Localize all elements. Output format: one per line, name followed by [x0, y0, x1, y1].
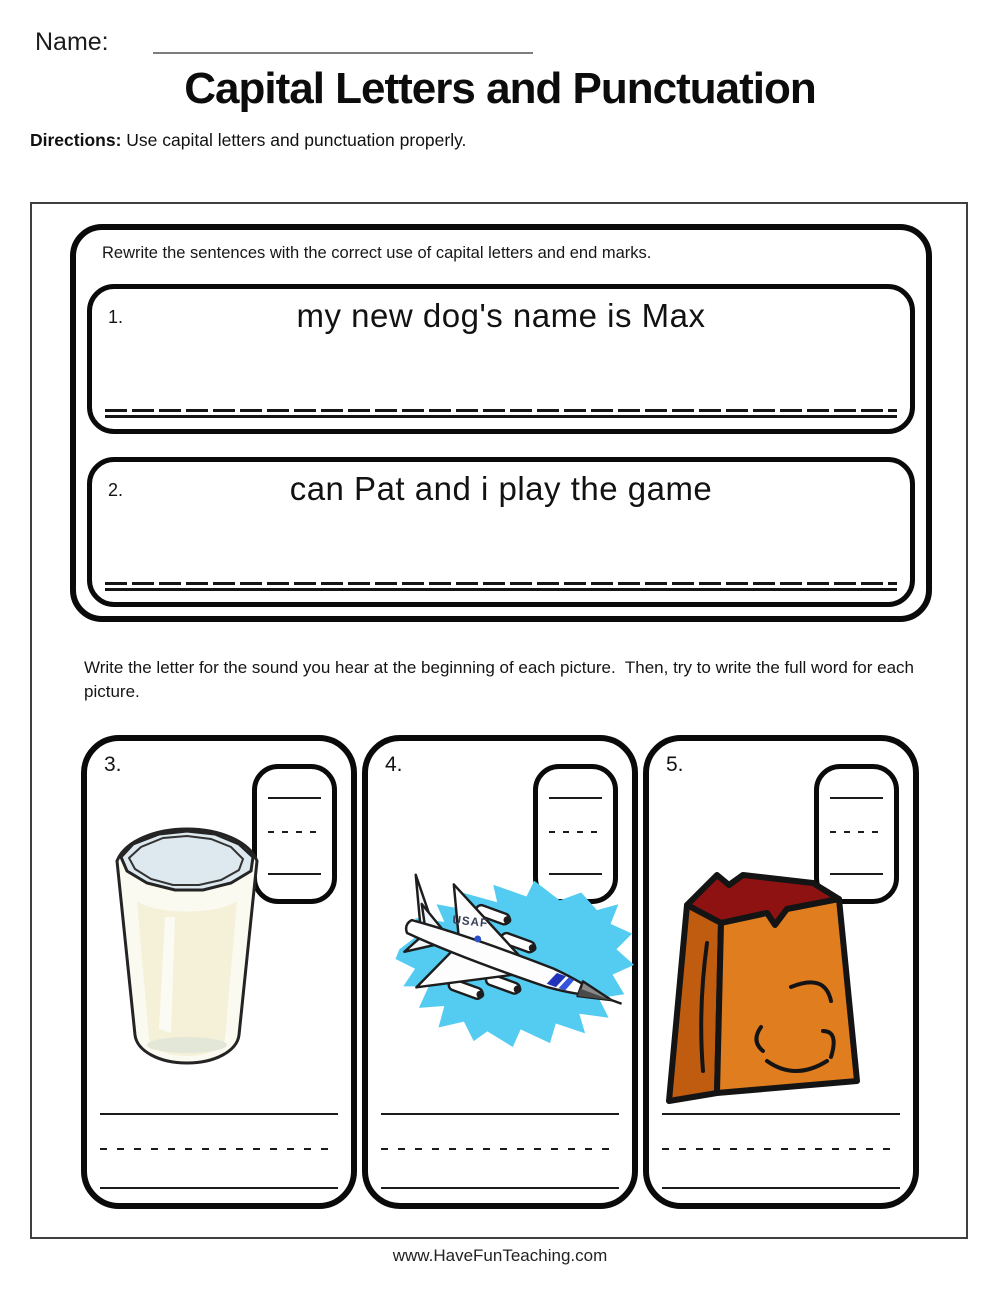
write-line-solid	[105, 588, 897, 591]
worksheet-frame	[30, 202, 968, 1239]
jet-wing-text: USAF	[451, 913, 489, 931]
word-line-top[interactable]	[381, 1113, 619, 1115]
card-number: 3.	[104, 753, 122, 776]
word-line-middle-dashed[interactable]	[662, 1148, 900, 1150]
guide-line-bottom	[268, 873, 321, 875]
word-line-top[interactable]	[662, 1113, 900, 1115]
sentence-box-2	[87, 457, 915, 607]
picture-card-jet	[362, 735, 638, 1209]
sounds-prompt: Write the letter for the sound you hear at the beginning of each picture. Then, try to write the full word for each picture.	[84, 658, 919, 701]
sentence-box-1	[87, 284, 915, 434]
word-line-bottom[interactable]	[100, 1187, 338, 1189]
card-number: 4.	[385, 753, 403, 776]
picture-card-bag	[643, 735, 919, 1209]
name-label: Name:	[35, 28, 109, 56]
guide-line-top	[830, 797, 883, 799]
rewrite-prompt: Rewrite the sentences with the correct use of capital letters and end marks.	[102, 244, 652, 262]
picture-card-milk	[81, 735, 357, 1209]
word-line-bottom[interactable]	[381, 1187, 619, 1189]
answer-write-line[interactable]	[105, 409, 897, 418]
word-line-middle-dashed[interactable]	[100, 1148, 338, 1150]
word-line-top[interactable]	[100, 1113, 338, 1115]
guide-line-middle-dashed	[830, 831, 883, 833]
directions-text	[30, 130, 466, 151]
directions-label: Directions:	[30, 130, 122, 150]
guide-line-top	[268, 797, 321, 799]
name-row	[35, 28, 109, 57]
sentence-text: my new dog's name is Max	[296, 297, 706, 334]
jet-plane-image	[372, 857, 636, 1063]
word-line-bottom[interactable]	[662, 1187, 900, 1189]
sentence-number: 1.	[108, 307, 124, 327]
milk-glass-image	[107, 817, 267, 1069]
sentence-number: 2.	[108, 480, 124, 500]
directions-body: Use capital letters and punctuation properly.	[121, 130, 467, 150]
footer-url: www.HaveFunTeaching.com	[392, 1246, 608, 1265]
name-fill-line[interactable]	[153, 52, 533, 54]
rewrite-section	[70, 224, 932, 622]
paper-bag-image	[663, 859, 868, 1109]
write-line-dashed	[105, 582, 897, 585]
page-title: Capital Letters and Punctuation	[184, 64, 816, 113]
guide-line-middle-dashed	[549, 831, 602, 833]
guide-line-middle-dashed	[268, 831, 321, 833]
word-line-middle-dashed[interactable]	[381, 1148, 619, 1150]
answer-write-line[interactable]	[105, 582, 897, 591]
guide-line-top	[549, 797, 602, 799]
card-number: 5.	[666, 753, 684, 776]
picture-cards	[81, 735, 921, 1209]
write-line-solid	[105, 415, 897, 418]
sentence-text: can Pat and i play the game	[289, 470, 713, 507]
write-line-dashed	[105, 409, 897, 412]
